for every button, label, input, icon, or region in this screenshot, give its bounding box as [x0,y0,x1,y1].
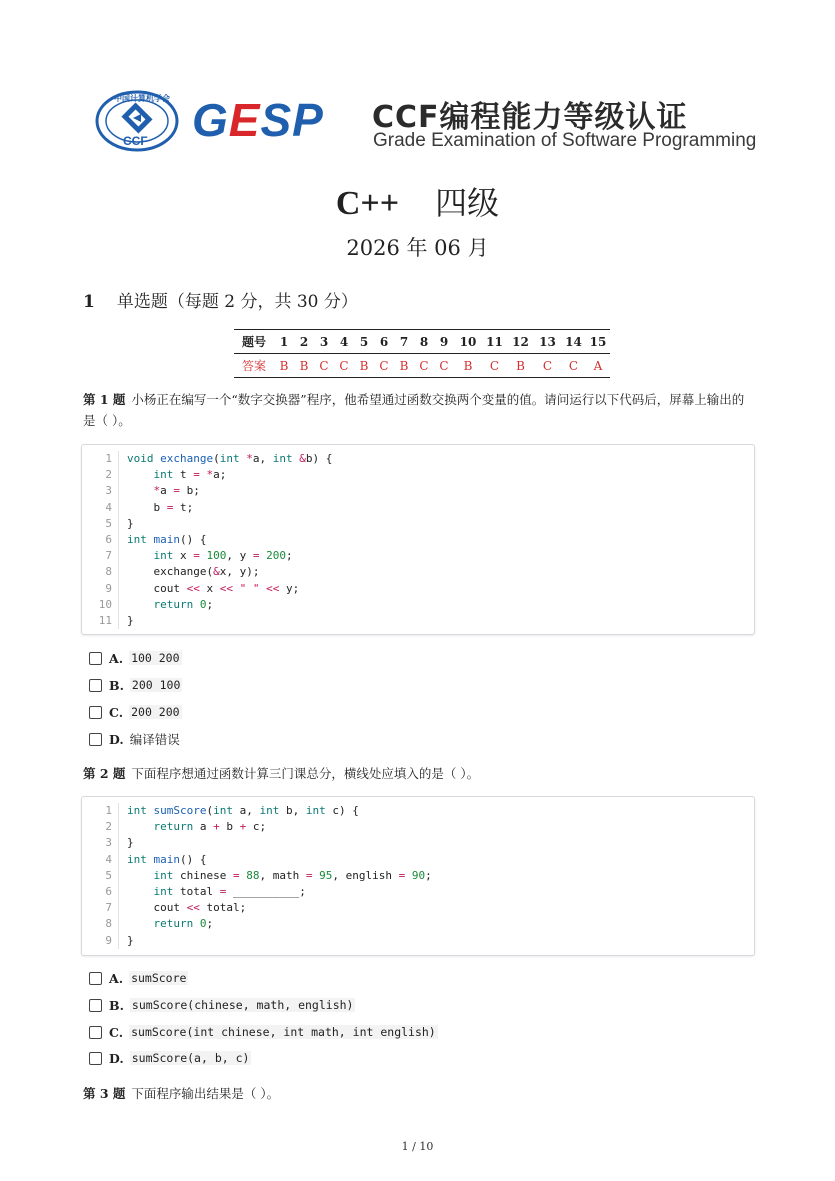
table-cell-answer: C [374,354,394,378]
level-label: 四级 [435,184,500,222]
page-number: 1 / 10 [401,1140,434,1153]
line-number: 3 [82,835,119,851]
code-token: y; [279,581,300,595]
language-label: C++ [335,185,400,222]
code-token: ; [425,868,432,882]
table-cell-number: 14 [561,330,586,354]
option-letter: D. [109,1050,124,1066]
code-token: * [153,484,161,498]
code-token: int [153,868,180,882]
code-token: sumScore [153,804,207,817]
code-token [127,869,154,882]
code-token: << [219,581,233,595]
code-token: int [127,532,154,546]
section-number: 1 [83,292,95,312]
option-text: 200 100 [131,678,181,692]
table-cell-number: 2 [294,330,314,354]
code-token: c) { [332,804,359,817]
table-cell-answer: A [586,354,610,378]
code-token: int [127,852,154,866]
logo-ccf-text: CCF [123,134,148,148]
code-token: 100 [206,549,227,563]
ccf-logo [95,90,179,152]
line-number: 9 [82,581,119,597]
option-letter: A. [109,650,124,666]
code-line [82,532,754,548]
code-token: return [153,820,200,834]
line-number: 11 [82,613,119,629]
code-token [127,549,154,562]
checkbox[interactable] [89,679,102,692]
line-number: 4 [82,852,119,868]
table-cell-answer: C [434,354,454,378]
table-cell-answer: B [294,354,314,378]
code-token: 90 [411,868,426,882]
code-token: = [219,884,227,898]
checkbox[interactable] [89,1026,102,1039]
line-number: 6 [82,884,119,900]
code-token [233,582,240,595]
code-token: int [305,804,333,817]
code-token: a; [213,468,227,482]
code-line [82,564,754,580]
option-text: 100 200 [131,651,180,665]
answer-table [234,329,610,378]
code-token: , english [332,868,399,882]
code-token: int [259,804,286,817]
code-line [82,803,754,819]
question-2-text [83,763,753,784]
line-number: 3 [82,483,119,499]
line-number: 4 [82,500,119,516]
code-token: & [213,565,220,579]
code-token [200,549,207,562]
code-token: x [180,549,194,563]
checkbox[interactable] [89,706,102,719]
line-number: 1 [82,451,119,467]
option-letter: A. [109,970,124,986]
code-line [82,597,754,613]
code-token: main [153,532,180,546]
table-row-label: 答案 [234,354,274,378]
code-token: 0 [199,597,207,611]
code-token: x [199,581,220,595]
code-token: exchange( [127,565,214,579]
code-token: } [127,836,134,850]
code-line [82,581,754,597]
code-token: t [180,468,194,482]
code-token: 88 [246,868,260,882]
line-number: 8 [82,916,119,932]
code-token: c; [246,820,267,834]
code-token: 200 [266,549,286,563]
code-token: = [173,484,180,498]
table-cell-number: 9 [434,330,454,354]
option-letter: B. [109,997,124,1013]
code-token: int [219,452,247,465]
option-c[interactable] [89,703,182,721]
code-token: = [232,868,240,882]
section-heading [83,287,358,312]
code-token: = [398,868,406,882]
table-cell-number: 10 [454,330,482,354]
code-token: " " [239,581,260,595]
code-line [82,483,754,499]
code-line [82,884,754,900]
code-token [127,598,154,611]
code-token: } [127,613,134,627]
code-line [82,516,754,532]
code-line [82,868,754,884]
header-title: CCF编程能力等级认证 [372,100,688,135]
table-cell-answer: C [561,354,586,378]
table-cell-number: 6 [374,330,394,354]
option-c[interactable] [89,1023,438,1041]
table-cell-number: 3 [314,330,334,354]
code-token [127,484,154,497]
code-token: , math [259,868,306,882]
code-token: , y [226,549,253,563]
code-token: int [213,804,240,817]
table-cell-answer: B [354,354,374,378]
option-b[interactable] [89,996,355,1014]
code-token: ; [206,597,214,611]
code-block [81,444,755,635]
option-letter: B. [109,677,124,693]
code-token: total; [199,901,247,915]
code-token: total [180,884,220,898]
code-line [82,548,754,564]
code-token: b, [285,804,306,817]
table-cell-answer: C [334,354,354,378]
code-line [82,613,754,629]
option-text: 编译错误 [129,732,180,747]
code-token: = [252,549,260,563]
checkbox[interactable] [89,1052,102,1065]
question-stem: 下面程序想通过函数计算三门课总分，横线处应填入的是（ ）。 [131,766,480,781]
code-token: int [272,452,300,465]
header-subtitle: Grade Examination of Software Programming [373,130,757,151]
question-stem: 下面程序输出结果是（ ）。 [131,1086,280,1101]
code-token: __________; [226,884,306,898]
option-text: 200 200 [131,705,180,719]
checkbox[interactable] [89,733,102,746]
code-token: 95 [319,868,333,882]
code-token [127,917,154,930]
code-line [82,819,754,835]
code-token: return [153,917,200,931]
code-token: main [153,852,180,866]
code-token: << [186,901,200,915]
code-token: t; [173,500,194,514]
checkbox[interactable] [89,972,102,985]
code-line [82,835,754,851]
table-cell-answer: B [274,354,294,378]
table-cell-answer: B [454,354,482,378]
table-row-label: 题号 [234,330,274,354]
option-d[interactable] [89,1049,251,1067]
line-number: 7 [82,900,119,916]
line-number: 2 [82,467,119,483]
table-cell-answer: B [394,354,414,378]
code-token: () { [180,532,207,546]
line-number: 2 [82,819,119,835]
table-cell-number: 4 [334,330,354,354]
code-line [82,500,754,516]
code-token: chinese [180,868,233,882]
line-number: 10 [82,597,119,613]
option-text: sumScore [131,971,187,985]
code-token: ; [206,917,214,931]
table-cell-number: 5 [354,330,374,354]
code-token: & [299,452,306,465]
code-token: << [186,581,200,595]
code-line [82,467,754,483]
code-token: = [166,500,174,514]
document-date: 2026 年 06 月 [346,236,489,260]
option-d[interactable] [89,730,180,748]
code-token: } [127,516,134,530]
table-cell-answer: C [414,354,434,378]
table-cell-number: 1 [274,330,294,354]
line-number: 8 [82,564,119,580]
code-token: = [193,549,200,563]
line-number: 5 [82,516,119,532]
section-title: 单选题（每题 2 分，共 30 分） [116,292,358,312]
question-label: 第 3 题 [83,1086,126,1101]
option-letter: C. [109,704,124,720]
code-token: x, y); [219,565,260,579]
option-letter: C. [109,1024,124,1040]
option-b[interactable] [89,676,182,694]
code-line [82,933,754,949]
logo-ring-text: 中国计算机学会 [114,94,170,103]
question-1-text [83,389,753,431]
question-stem: 小杨正在编写一个“数字交换器”程序，他希望通过函数交换两个变量的值。请问运行以下代码后，屏幕上输出的是（ ）。 [83,392,745,428]
code-token: << [266,581,280,595]
code-line [82,451,754,467]
code-token: b [219,820,240,834]
question-label: 第 2 题 [83,766,126,781]
option-letter: D. [109,731,124,747]
table-cell-number: 15 [586,330,610,354]
code-token: exchange [160,452,214,465]
code-line [82,852,754,868]
code-token: = [305,868,313,882]
code-token [127,885,154,898]
code-token: b; [180,484,200,498]
code-token: ( [213,452,220,465]
table-cell-answer: C [482,354,507,378]
table-cell-number: 13 [534,330,561,354]
code-token: ; [286,549,293,563]
table-cell-number: 11 [482,330,507,354]
code-block [81,796,755,956]
table-cell-number: 8 [414,330,434,354]
table-cell-answer: B [507,354,534,378]
option-text: sumScore(a, b, c) [131,1051,250,1065]
code-token: b [127,500,167,514]
checkbox[interactable] [89,652,102,665]
option-text: sumScore(int chinese, int math, int english) [131,1025,436,1039]
line-number: 6 [82,532,119,548]
code-token: a [160,484,174,498]
code-token: int [153,549,180,563]
table-cell-answer: C [314,354,334,378]
question-label: 第 1 题 [83,392,126,407]
code-token: } [127,933,134,947]
question-3-text [83,1083,753,1104]
table-cell-number: 12 [507,330,534,354]
gesp-brand: GESP [192,94,324,146]
code-token: a, [239,804,260,817]
code-token: ( [206,804,214,817]
code-token: a, [252,452,273,465]
code-token: b) { [305,452,333,465]
code-token: + [213,820,220,834]
code-token [127,468,154,481]
checkbox[interactable] [89,999,102,1012]
code-token: cout [127,901,187,915]
code-token: + [239,820,247,834]
code-line [82,916,754,932]
code-token [405,869,412,882]
code-token: void [127,452,161,465]
option-a[interactable] [89,649,182,667]
code-token: * [246,452,253,465]
line-number: 9 [82,933,119,949]
line-number: 1 [82,803,119,819]
table-cell-answer: C [534,354,561,378]
code-token: int [153,884,180,898]
code-token: cout [127,581,187,595]
code-token: int [153,468,180,482]
option-a[interactable] [89,969,188,987]
code-token: int [127,804,154,817]
code-token [127,820,154,833]
code-token: 0 [199,917,207,931]
code-token: = * [193,468,214,482]
document-title [0,178,835,224]
table-cell-number: 7 [394,330,414,354]
code-token: () { [180,852,207,866]
option-text: sumScore(chinese, math, english) [131,998,354,1012]
code-line [82,900,754,916]
code-token: return [153,597,200,611]
line-number: 7 [82,548,119,564]
code-token: a [199,820,214,834]
line-number: 5 [82,868,119,884]
